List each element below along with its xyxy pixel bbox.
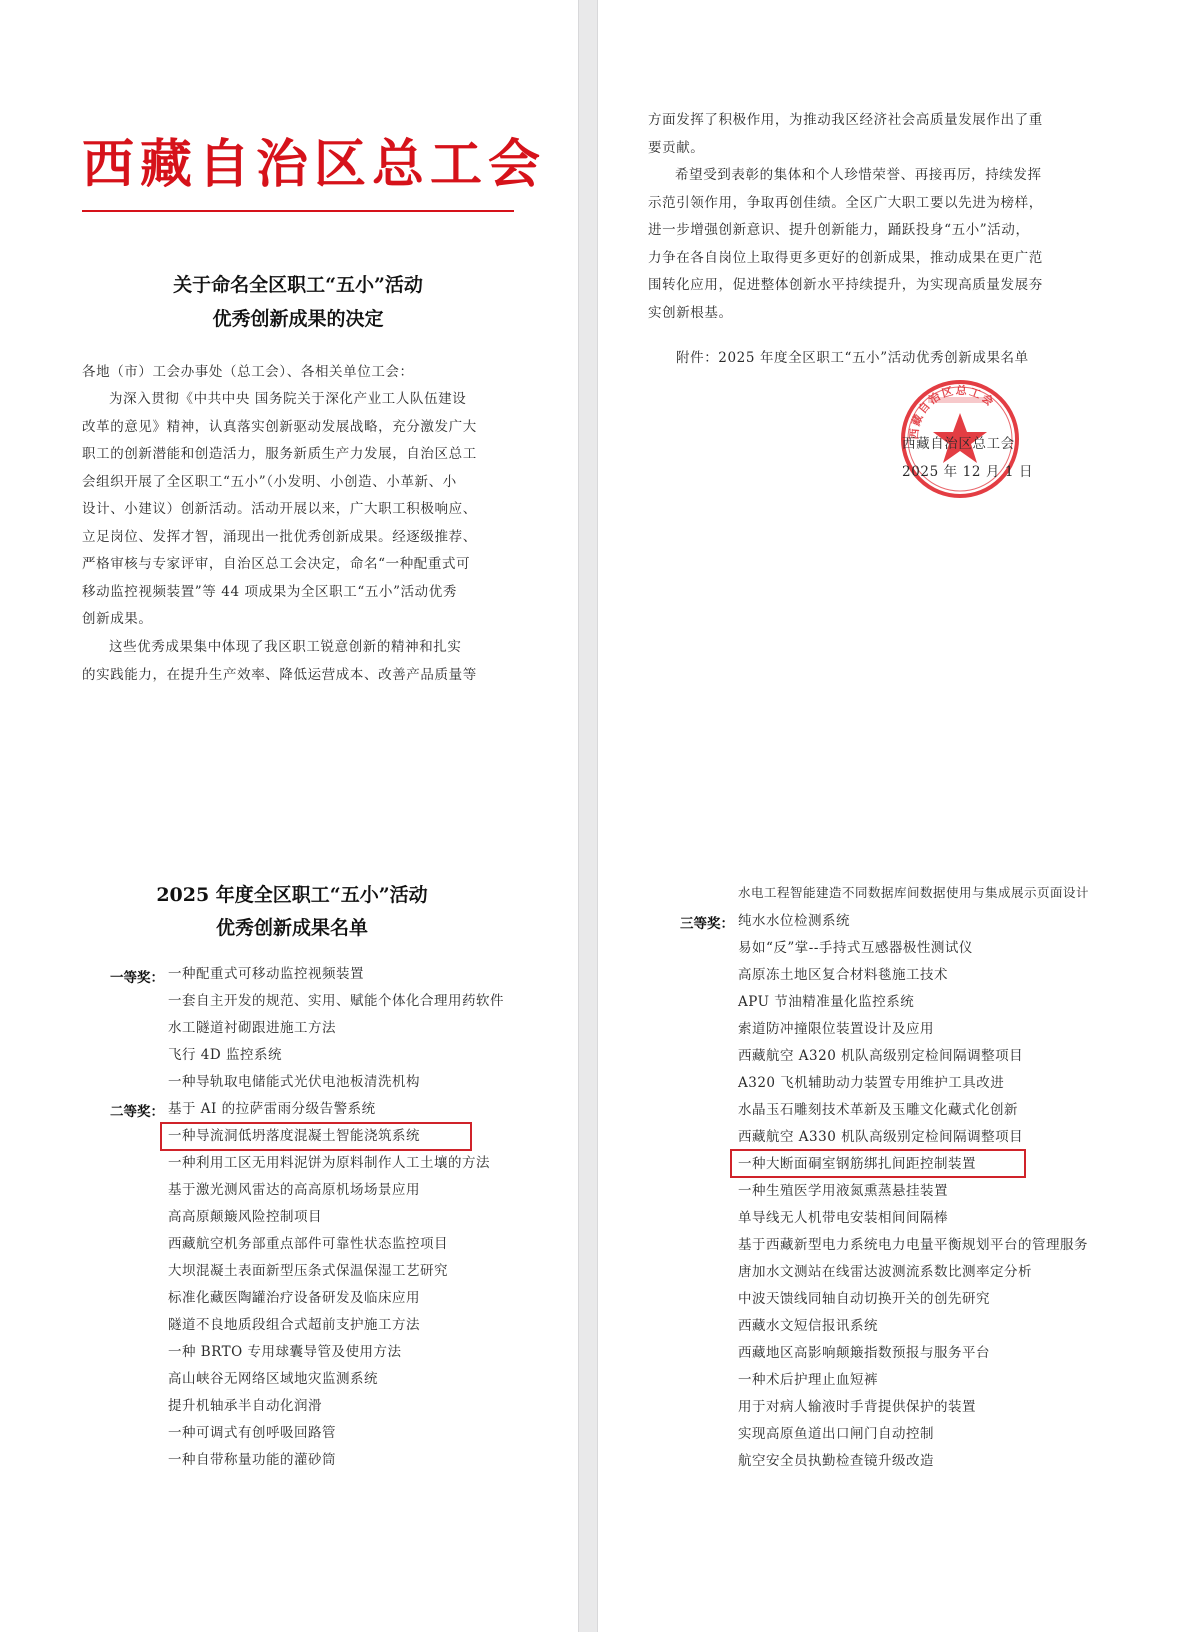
list-item: 一种配重式可移动监控视频装置 bbox=[168, 966, 364, 982]
body-paragraph-4: 希望受到表彰的集体和个人珍惜荣誉、再接再厉，持续发挥 示范引领作用，争取再创佳绩。全区广大职工要以先进为榜样， 进一步增强创新意识、提升创新能力，踊跃投身“五小”活动， 力争在各自岗位上取得更多更好的创新成果，推动成果在更广范 围转化应用，促进整体创新水平持续提升，为实现高质量发展夯 实创新根基。 bbox=[648, 167, 1043, 321]
list-item: 一种利用工区无用料泥饼为原料制作人工土壤的方法 bbox=[168, 1155, 490, 1171]
list-item: 提升机轴承半自动化润滑 bbox=[168, 1398, 322, 1414]
list-item: 索道防冲撞限位装置设计及应用 bbox=[738, 1021, 934, 1037]
page-gutter bbox=[578, 0, 598, 1632]
list-item: 西藏航空 A330 机队高级别定检间隔调整项目 bbox=[738, 1129, 1024, 1145]
list-item: 唐加水文测站在线雷达波测流系数比测率定分析 bbox=[738, 1264, 1032, 1280]
list-item: 西藏地区高影响颠簸指数预报与服务平台 bbox=[738, 1345, 990, 1361]
signature-date: 2025 年 12 月 1 日 bbox=[902, 464, 1034, 480]
list-item: A320 飞机辅助动力装置专用维护工具改进 bbox=[738, 1075, 1005, 1091]
list-item: 隧道不良地质段组合式超前支护施工方法 bbox=[168, 1317, 420, 1333]
list-item: 一种生殖医学用液氮熏蒸悬挂装置 bbox=[738, 1183, 948, 1199]
list-title-line-2: 优秀创新成果名单 bbox=[215, 917, 368, 939]
list-item: 西藏航空机务部重点部件可靠性状态监控项目 bbox=[168, 1236, 448, 1252]
list-item-highlighted: 一种大断面硐室钢筋绑扎间距控制装置 bbox=[738, 1156, 976, 1172]
list-item: 基于激光测风雷达的高高原机场场景应用 bbox=[168, 1182, 420, 1198]
doc-title-line-1: 关于命名全区职工“五小”活动 bbox=[173, 274, 423, 296]
list-item: 纯水水位检测系统 bbox=[738, 913, 850, 929]
first-prize-label: 一等奖： bbox=[110, 970, 164, 986]
list-item: 基于西藏新型电力系统电力电量平衡规划平台的管理服务 bbox=[738, 1237, 1088, 1253]
list-item: 水工隧道衬砌跟进施工方法 bbox=[168, 1020, 336, 1036]
third-prize-label: 三等奖： bbox=[680, 916, 734, 932]
highlight-box bbox=[160, 1122, 472, 1151]
list-item: 水晶玉石雕刻技术革新及玉雕文化藏式化创新 bbox=[738, 1102, 1018, 1118]
list-item: 水电工程智能建造不同数据库间数据使用与集成展示页面设计 bbox=[738, 885, 1090, 900]
doc-title-line-2: 优秀创新成果的决定 bbox=[212, 308, 384, 330]
list-item-highlighted: 一种导流洞低坍落度混凝土智能浇筑系统 bbox=[168, 1128, 420, 1144]
list-item: 一种可调式有创呼吸回路管 bbox=[168, 1425, 336, 1441]
list-title-line-1: 2025 年度全区职工“五小”活动 bbox=[156, 884, 428, 906]
second-prize-label: 二等奖： bbox=[110, 1104, 164, 1120]
list-item: 一套自主开发的规范、实用、赋能个体化合理用药软件 bbox=[168, 993, 504, 1009]
list-item: 航空安全员执勤检查镜升级改造 bbox=[738, 1453, 934, 1469]
highlight-box bbox=[730, 1149, 1026, 1178]
list-item: 高山峡谷无网络区域地灾监测系统 bbox=[168, 1371, 378, 1387]
list-item: 一种术后护理止血短裤 bbox=[738, 1372, 878, 1388]
list-item: 一种自带称量功能的灌砂筒 bbox=[168, 1452, 336, 1468]
salutation: 各地（市）工会办事处（总工会）、各相关单位工会： bbox=[82, 364, 414, 380]
list-item: 单导线无人机带电安装相间间隔棒 bbox=[738, 1210, 948, 1226]
list-item: 易如“反”掌--手持式互感器极性测试仪 bbox=[738, 940, 973, 956]
body-paragraph-1: 为深入贯彻《中共中央 国务院关于深化产业工人队伍建设 改革的意见》精神，认真落实创新驱动发展战略，充分激发广大 职工的创新潜能和创造活力，服务新质生产力发展，自治区总工 会组织开展了全区职工“五小”（小发明、小创造、小革新、小 设计、小建议）创新活动。活动开展以来，广大职工积极响应、 立足岗位、发挥才智，涌现出一批优秀创新成果。经逐级推荐、 严格审核与专家评审，自治区总工会决定，命名“一种配重式可 移动监控视频装置”等 44 项成果为全区职工“五小”活动优秀 创新成果。 bbox=[82, 391, 477, 627]
document-page-3 bbox=[0, 816, 578, 1632]
list-item: 基于 AI 的拉萨雷雨分级告警系统 bbox=[168, 1101, 376, 1117]
document-page-4 bbox=[598, 816, 1179, 1632]
list-item: 飞行 4D 监控系统 bbox=[168, 1047, 282, 1063]
attachment-note: 附件：2025 年度全区职工“五小”活动优秀创新成果名单 bbox=[676, 350, 1029, 366]
list-item: 实现高原鱼道出口闸门自动控制 bbox=[738, 1426, 934, 1442]
masthead: 西藏自治区总工会 bbox=[82, 134, 547, 195]
list-item: 高原冻土地区复合材料毯施工技术 bbox=[738, 967, 948, 983]
list-item: 用于对病人输液时手背提供保护的装置 bbox=[738, 1399, 976, 1415]
list-item: 标准化藏医陶罐治疗设备研发及临床应用 bbox=[168, 1290, 420, 1306]
list-item: 一种 BRTO 专用球囊导管及使用方法 bbox=[168, 1344, 402, 1360]
list-item: 高高原颠簸风险控制项目 bbox=[168, 1209, 322, 1225]
masthead-rule bbox=[82, 210, 514, 212]
list-item: 西藏航空 A320 机队高级别定检间隔调整项目 bbox=[738, 1048, 1024, 1064]
body-paragraph-3: 方面发挥了积极作用，为推动我区经济社会高质量发展作出了重 要贡献。 bbox=[648, 112, 1043, 156]
signature-org: 西藏自治区总工会 bbox=[902, 436, 1015, 452]
list-item: 大坝混凝土表面新型压条式保温保湿工艺研究 bbox=[168, 1263, 448, 1279]
list-item: APU 节油精准量化监控系统 bbox=[738, 994, 915, 1010]
document-page-1 bbox=[0, 0, 578, 816]
body-paragraph-2: 这些优秀成果集中体现了我区职工锐意创新的精神和扎实 的实践能力，在提升生产效率、降低运营成本、改善产品质量等 bbox=[82, 639, 477, 683]
document-page-2 bbox=[598, 0, 1179, 816]
list-item: 西藏水文短信报讯系统 bbox=[738, 1318, 878, 1334]
list-item: 一种导轨取电储能式光伏电池板清洗机构 bbox=[168, 1074, 420, 1090]
svg-text:西藏自治区总工会: 西藏自治区总工会 bbox=[907, 383, 998, 440]
list-item: 中波天馈线同轴自动切换开关的创先研究 bbox=[738, 1291, 990, 1307]
